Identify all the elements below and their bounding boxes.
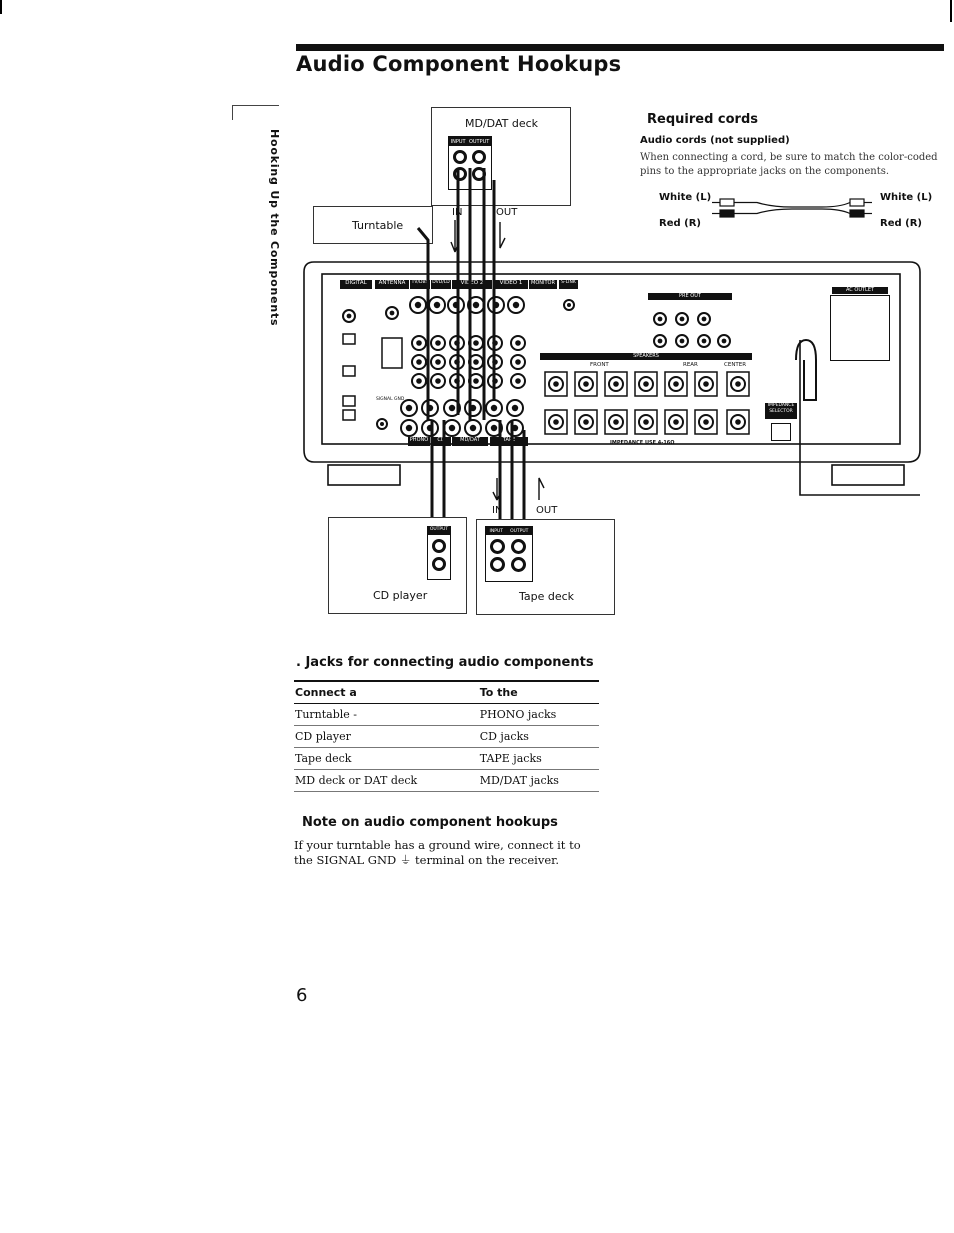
rca-jack-icon (490, 539, 505, 554)
rca-jack-icon (432, 539, 446, 553)
table-cell: CD player (294, 726, 479, 748)
center-label: CENTER (724, 362, 747, 368)
cd-player-label: CD player (373, 589, 428, 602)
red-r-label-right: Red (R) (880, 218, 922, 229)
table-header-row (294, 681, 599, 704)
rca-jack-icon (511, 557, 526, 572)
md-out-label: OUT (496, 207, 518, 218)
required-cords-text: When connecting a cord, be sure to match the color-coded pins to the appropriate jacks on the components. (640, 152, 938, 177)
ac-outlet-label: AC OUTLET (845, 287, 875, 293)
preout-label: PRE OUT (679, 293, 701, 299)
page-number: 6 (296, 985, 308, 1006)
connection-cables (0, 0, 954, 600)
note-text: If your turntable has a ground wire, connect it to the SIGNAL GND ⏚ terminal on the receiver. (294, 838, 581, 867)
table-row (294, 748, 599, 770)
mddat-label: MD/DAT (460, 437, 480, 443)
note-title: Note on audio component hookups (302, 815, 558, 830)
table-cell: MD/DAT jacks (479, 770, 599, 792)
digital-label: DIGITAL (345, 280, 367, 286)
jacks-table-title: . Jacks for connecting audio components (296, 655, 594, 670)
table-row (294, 770, 599, 792)
table-cell: TAPE jacks (479, 748, 599, 770)
slink-label: S-LINK (561, 280, 576, 285)
table-cell: PHONO jacks (479, 704, 599, 726)
table-cell: Turntable - (294, 704, 479, 726)
cd-player-box (328, 517, 467, 614)
out-arrow-icon (539, 478, 544, 500)
front-label: FRONT (590, 362, 609, 368)
video1-label: VIDEO 1 (499, 280, 523, 286)
rca-jack-icon (511, 539, 526, 554)
table-cell: MD deck or DAT deck (294, 770, 479, 792)
tape-deck-box (476, 519, 615, 615)
tape-in-label: IN (492, 505, 503, 516)
antenna-label: ANTENNA (378, 280, 406, 286)
side-section-label: Hooking Up the Components (268, 129, 281, 327)
signal-gnd-label: SIGNAL GND (376, 397, 405, 402)
output-label: OUTPUT (428, 527, 450, 535)
tape-jack-panel (485, 526, 533, 582)
output-label: OUTPUT (510, 528, 529, 534)
speakers-label: SPEAKERS (633, 353, 659, 359)
tape-deck-label: Tape deck (519, 590, 575, 603)
cd-output-panel (427, 526, 451, 580)
table-row (294, 726, 599, 748)
tvdbs-label: TV/DBS (411, 280, 429, 285)
turntable-label: Turntable (352, 219, 404, 232)
jacks-table (294, 680, 599, 792)
rear-label: REAR (683, 362, 698, 368)
video2-label: VIDEO 2 (460, 280, 484, 286)
md-dat-deck-label: MD/DAT deck (465, 117, 538, 130)
required-cords-subheading: Audio cords (not supplied) (640, 135, 790, 146)
table-cell: CD jacks (479, 726, 599, 748)
rca-jack-icon (490, 557, 505, 572)
required-cords-heading: Required cords (647, 112, 758, 127)
input-label: INPUT (489, 528, 503, 534)
table-header-to: To the (479, 681, 599, 704)
table-cell: Tape deck (294, 748, 479, 770)
table-row (294, 704, 599, 726)
dvdld-label: DVD/LD (432, 280, 450, 285)
page-title: Audio Component Hookups (296, 52, 622, 76)
phono-label: PHONO (409, 437, 429, 443)
white-l-label-left: White (L) (659, 192, 712, 203)
white-l-label-right: White (L) (880, 192, 933, 203)
rca-jack-icon (432, 557, 446, 571)
turntable-cable (418, 228, 428, 420)
out-arrow-icon (500, 222, 505, 248)
tape-out-label: OUT (536, 505, 558, 516)
red-r-label-left: Red (R) (659, 218, 701, 229)
monitor-label: MONITOR (531, 280, 555, 286)
output-label: OUTPUT (468, 138, 490, 145)
cd-label: CD (437, 437, 445, 443)
table-header-connect: Connect a (294, 681, 479, 704)
md-in-label: IN (452, 207, 463, 218)
impedance-use-label: IMPEDANCE USE 4-16Ω (610, 440, 675, 446)
input-label: INPUT (450, 138, 466, 145)
impedance-selector-label: IMPEDANCE SELECTOR (767, 403, 795, 414)
tape-label: TAPE (502, 437, 516, 443)
